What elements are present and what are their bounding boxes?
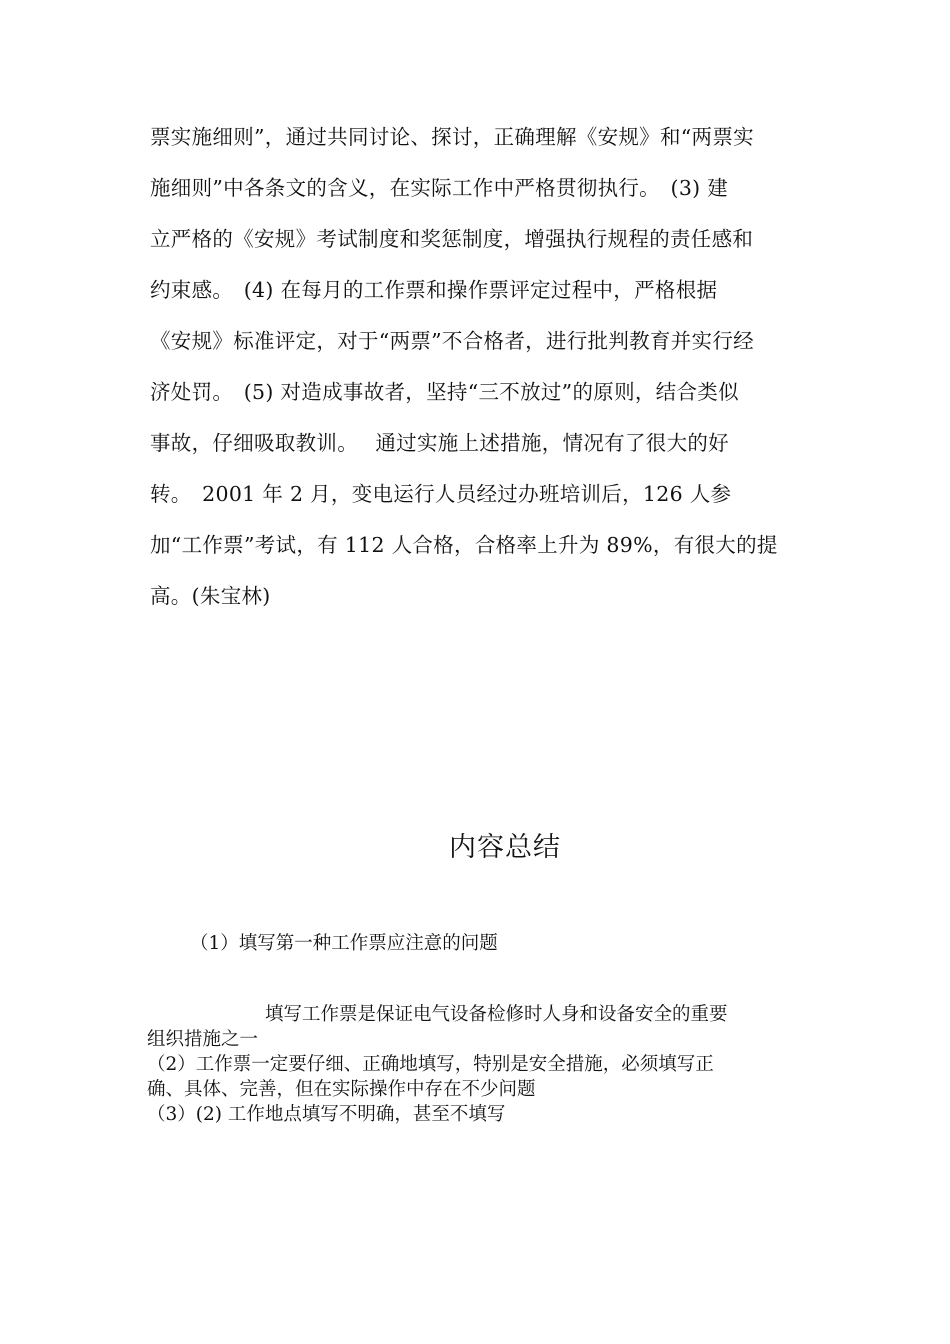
body-line: 转。 2001 年 2 月，变电运行人员经过办班培训后，126 人参 xyxy=(150,482,732,506)
body-paragraph xyxy=(150,112,810,622)
body-line: 事故，仔细吸取教训。 通过实施上述措施，情况有了很大的好 xyxy=(150,431,729,455)
summary-item-2: （2）工作票一定要仔细、正确地填写，特别是安全措施，必须填写正 xyxy=(147,1054,714,1075)
summary-line: 填写工作票是保证电气设备检修时人身和设备安全的重要 xyxy=(265,1004,728,1025)
body-line: 立严格的《安规》考试制度和奖惩制度，增强执行规程的责任感和 xyxy=(150,227,754,251)
body-line: 济处罚。 (5) 对造成事故者，坚持“三不放过”的原则，结合类似 xyxy=(150,380,739,404)
summary-item-3: （3）(2) 工作地点填写不明确，甚至不填写 xyxy=(147,1104,506,1125)
body-line: 约束感。 (4) 在每月的工作票和操作票评定过程中，严格根据 xyxy=(150,278,718,302)
summary-heading: 内容总结 xyxy=(449,832,561,863)
body-line: 施细则”中各条文的含义，在实际工作中严格贯彻执行。 (3) 建 xyxy=(150,176,729,200)
summary-block xyxy=(147,1002,807,1127)
body-line: 票实施细则”，通过共同讨论、探讨，正确理解《安规》和“两票实 xyxy=(150,125,754,149)
body-line: 加“工作票”考试，有 112 人合格，合格率上升为 89%，有很大的提 xyxy=(150,533,778,557)
body-line: 高。(朱宝林) xyxy=(150,584,271,608)
summary-line: 确、具体、完善，但在实际操作中存在不少问题 xyxy=(147,1079,536,1100)
summary-item-1: （1）填写第一种工作票应注意的问题 xyxy=(190,933,498,954)
summary-line: 组织措施之一 xyxy=(147,1029,259,1050)
body-line: 《安规》标准评定，对于“两票”不合格者，进行批判教育并实行经 xyxy=(150,329,754,353)
